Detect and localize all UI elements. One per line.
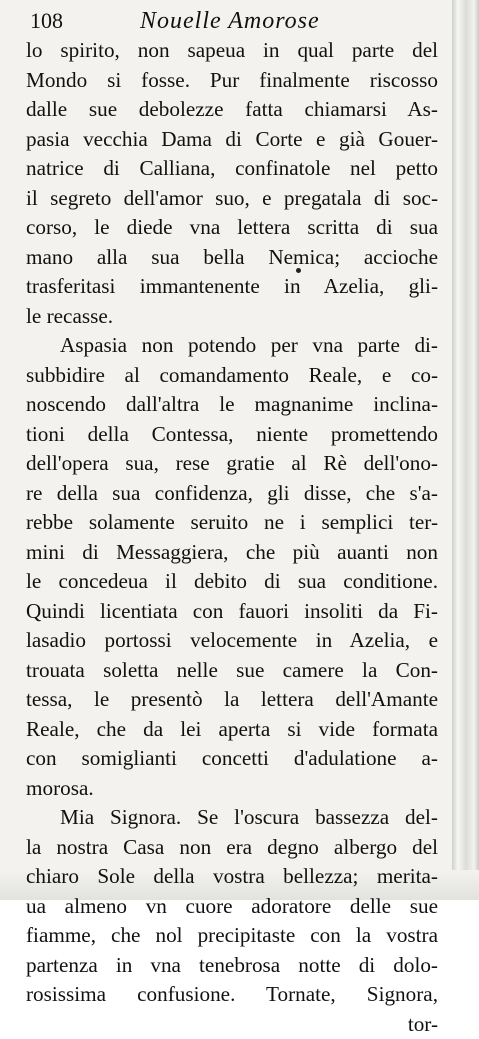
text-line: fiamme, che nol precipitaste con la vostra: [26, 921, 438, 951]
text-line: la nostra Casa non era degno albergo del: [26, 833, 438, 863]
text-line: mini di Messaggiera, che più auanti non: [26, 538, 438, 568]
body-text: [26, 36, 438, 1039]
text-line: Reale, che da lei aperta si vide formata: [26, 715, 438, 745]
text-line: le recasse.: [26, 302, 438, 332]
text-line: Mondo si fosse. Pur finalmente riscosso: [26, 66, 438, 96]
page-edges: [452, 0, 479, 900]
text-line: trasferitasi immantenente in Azelia, gli-: [26, 272, 438, 302]
text-line: rebbe solamente seruito ne i semplici ter-: [26, 508, 438, 538]
page-number: 108: [30, 8, 140, 34]
text-line: rosissima confusione. Tornate, Signora,: [26, 980, 438, 1010]
text-line: corso, le diede vna lettera scritta di sua: [26, 213, 438, 243]
text-line: le concedeua il debito di sua conditione.: [26, 567, 438, 597]
text-line: morosa.: [26, 774, 438, 804]
text-line: noscendo dall'altra le magnanime inclina-: [26, 390, 438, 420]
text-line: dell'opera sua, rese gratie al Rè dell'ono-: [26, 449, 438, 479]
text-line: subbidire al comandamento Reale, e co-: [26, 361, 438, 391]
text-line: dalle sue debolezze fatta chiamarsi As-: [26, 95, 438, 125]
text-line: re della sua confidenza, gli disse, che s'a-: [26, 479, 438, 509]
text-line: trouata soletta nelle sue camere la Con-: [26, 656, 438, 686]
text-line: lo spirito, non sapeua in qual parte del: [26, 36, 438, 66]
text-line: con somiglianti concetti d'adulatione a-: [26, 744, 438, 774]
text-line: mano alla sua bella Nemica; accioche: [26, 243, 438, 273]
text-line: pasia vecchia Dama di Corte e già Gouer-: [26, 125, 438, 155]
page-header: [30, 8, 440, 38]
paragraph-start-line: Aspasia non potendo per vna parte di-: [26, 331, 438, 361]
text-line: tessa, le presentò la lettera dell'Amante: [26, 685, 438, 715]
text-line: tioni della Contessa, niente promettendo: [26, 420, 438, 450]
text-line: ua almeno vn cuore adoratore delle sue: [26, 892, 438, 922]
text-line: il segreto dell'amor suo, e pregatala di soc-: [26, 184, 438, 214]
ink-dot-mark: [296, 268, 301, 273]
text-line: partenza in vna tenebrosa notte di dolo-: [26, 951, 438, 981]
text-line: chiaro Sole della vostra bellezza; merita-: [26, 862, 438, 892]
text-line: lasadio portossi velocemente in Azelia, e: [26, 626, 438, 656]
text-line: natrice di Calliana, confinatole nel petto: [26, 154, 438, 184]
catchword: tor-: [26, 1010, 438, 1039]
paragraph-start-line: Mia Signora. Se l'oscura bassezza del-: [26, 803, 438, 833]
running-head: Nouelle Amorose: [140, 8, 320, 35]
text-line: Quindi licentiata con fauori insoliti da Fi-: [26, 597, 438, 627]
